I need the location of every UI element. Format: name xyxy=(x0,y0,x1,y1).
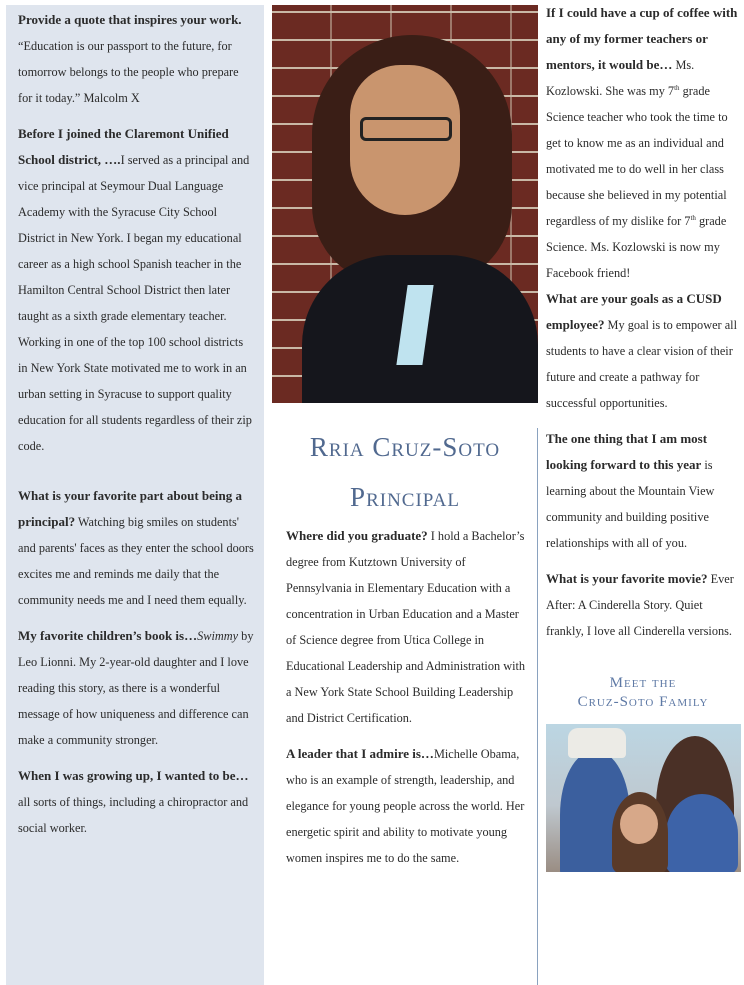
question-label: Provide a quote that inspires your work. xyxy=(18,12,242,27)
answer-text: Watching big smiles on students' and parents' faces as they enter the school doors excites me and reminds me daily that the community needs me and I need them equally. xyxy=(18,515,254,607)
principal-portrait-image xyxy=(272,5,538,403)
answer-text: Ms. Kozlowski. She was my 7 xyxy=(546,58,695,98)
father-hat xyxy=(568,728,626,758)
answer-text: My goal is to empower all students to have a clear vision of their future and create a pathway for successful opportunities. xyxy=(546,318,737,410)
middle-column xyxy=(272,5,538,985)
answer-text: grade Science. Ms. Kozlowski is now my Facebook friend! xyxy=(546,214,727,280)
favorite-movie-paragraph xyxy=(546,566,740,644)
question-label: What are your goals as a CUSD employee? xyxy=(546,291,722,332)
background-paragraph xyxy=(18,121,254,459)
family-name-line: Cruz-Soto Family xyxy=(577,694,709,710)
goals-paragraph xyxy=(546,286,740,416)
looking-forward-paragraph xyxy=(546,426,740,556)
answer-text: I served as a principal and vice principal at Seymour Dual Language Academy with the Syracuse City School District in New York. I began my educational career as a high school Spanish teacher in the Hamilton Central School District then later taught as a sixth grade elementary teacher. Working in one of the top 100 school districts in New York State motivated me to work in an urban setting in Syracuse to support quality education for all students regardless of their zip code. xyxy=(18,153,252,453)
answer-text: I hold a Bachelor’s degree from Kutztown University of Pennsylvania in Elementary Education with a concentration in Urban Education and a Master of Science degree from Utica College in Educational Leadership and Administration with a New York State School Building Leadership and District Certification. xyxy=(286,529,526,725)
answer-text: Michelle Obama, who is an example of strength, leadership, and elegance for young people across the world. Her energetic spirit and ability to motivate young women inspires me to do the same. xyxy=(286,747,525,865)
question-label: If I could have a cup of coffee with any of my former teachers or mentors, it would be… xyxy=(546,5,738,72)
ordinal-suffix: th xyxy=(690,213,696,222)
favorite-part-paragraph xyxy=(18,483,254,613)
question-label: My favorite children’s book is… xyxy=(18,628,198,643)
question-label: What is your favorite movie? xyxy=(546,571,708,586)
question-label: Before I joined the Claremont Unified School district, …. xyxy=(18,126,229,167)
question-label: When I was growing up, I wanted to be… xyxy=(18,768,249,783)
growing-up-paragraph xyxy=(18,763,254,841)
right-column xyxy=(546,0,744,985)
favorite-book-paragraph xyxy=(18,623,254,753)
portrait-glasses xyxy=(360,117,452,141)
family-photo-image xyxy=(546,724,741,872)
principal-name: Rria Cruz-Soto xyxy=(309,432,501,462)
quote-paragraph xyxy=(18,7,254,111)
answer-text: by Leo Lionni. My 2-year-old daughter and I love reading this story, as there is a wonderful message of how uniqueness and difference can make a community stronger. xyxy=(18,629,254,747)
meet-family-heading xyxy=(546,674,740,712)
child-face xyxy=(620,804,658,844)
ordinal-suffix: th xyxy=(674,83,680,92)
question-label: Where did you graduate? xyxy=(286,528,428,543)
answer-text: all sorts of things, including a chiropractor and social worker. xyxy=(18,795,249,835)
answer-text: is learning about the Mountain View community and building positive relationships with all of you. xyxy=(546,458,715,550)
principal-title: Principal xyxy=(350,482,460,512)
question-label: What is your favorite part about being a principal? xyxy=(18,488,243,529)
answer-text: Ever After: A Cinderella Story. Quiet frankly, I love all Cinderella versions. xyxy=(546,572,734,638)
answer-text: “Education is our passport to the future, for tomorrow belongs to the people who prepare for it today.” Malcolm X xyxy=(18,39,239,105)
mentor-paragraph xyxy=(546,0,740,286)
leader-paragraph xyxy=(286,741,526,871)
column-divider xyxy=(537,428,538,985)
middle-text-block xyxy=(286,523,526,881)
answer-text: grade Science teacher who took the time to get to know me as an individual and motivated me to do well in her class because she believed in my potential regardless of my dislike for 7 xyxy=(546,84,728,228)
meet-heading-line: Meet the xyxy=(609,675,677,691)
question-label: A leader that I admire is… xyxy=(286,746,434,761)
principal-name-heading xyxy=(272,422,538,522)
education-paragraph xyxy=(286,523,526,731)
mother-jacket xyxy=(666,794,738,872)
book-title: Swimmy xyxy=(197,629,239,643)
question-label: The one thing that I am most looking forward to this year xyxy=(546,431,708,472)
left-sidebar-column xyxy=(6,5,264,985)
